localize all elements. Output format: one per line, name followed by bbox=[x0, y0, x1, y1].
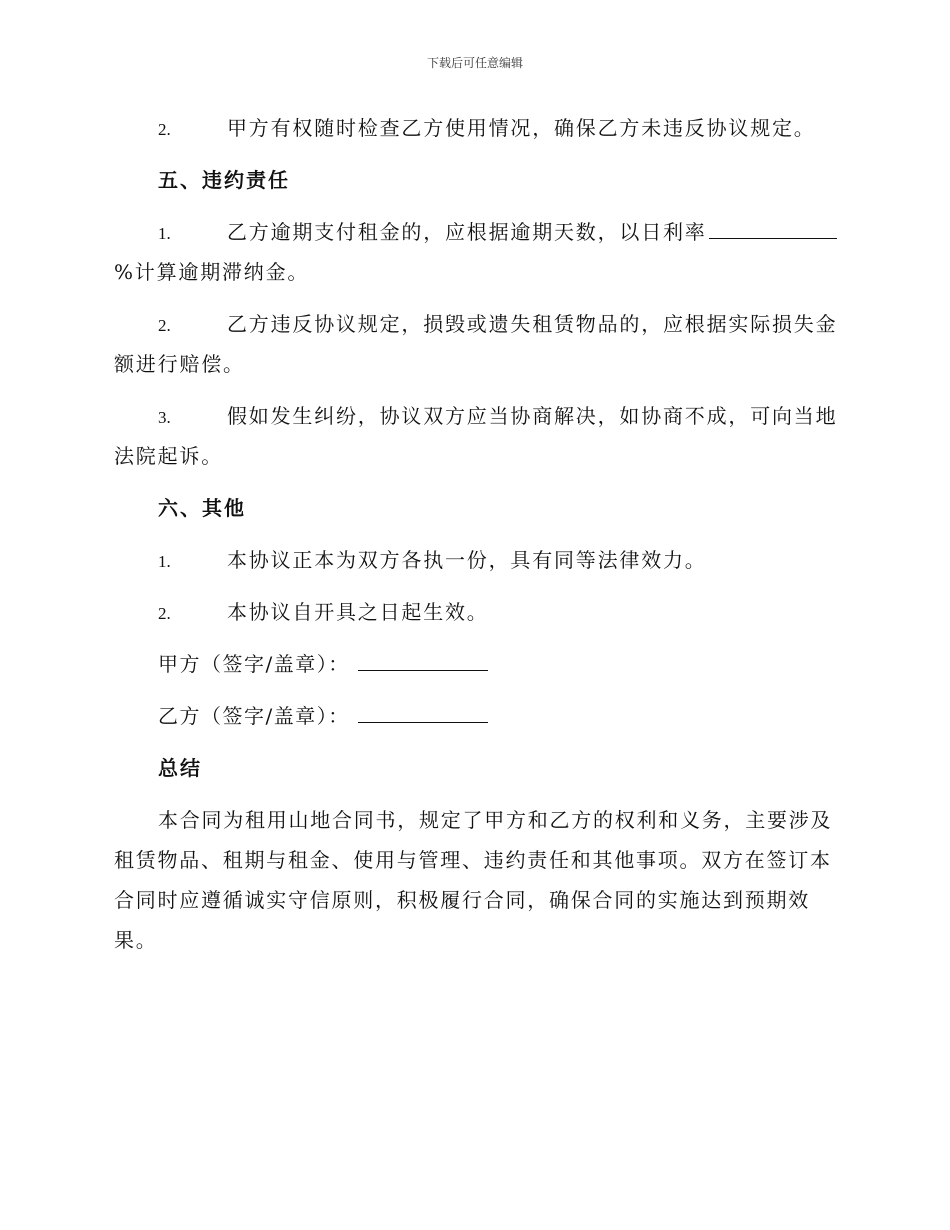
clause-number: 2. bbox=[158, 120, 171, 139]
clause-continuation: 法院起诉。 bbox=[114, 444, 223, 468]
section-heading-breach: 五、违约责任 bbox=[158, 168, 290, 192]
section-heading-other: 六、其他 bbox=[158, 496, 246, 520]
clause-text: 本协议正本为双方各执一份，具有同等法律效力。 bbox=[227, 548, 707, 572]
document-body bbox=[114, 108, 838, 960]
signature-party-b bbox=[114, 696, 834, 736]
clause-item bbox=[114, 304, 838, 344]
clause-text: 甲方有权随时检查乙方使用情况，确保乙方未违反协议规定。 bbox=[227, 116, 816, 140]
fill-in-blank bbox=[709, 212, 837, 239]
clause-continuation: 额进行赔偿。 bbox=[114, 352, 245, 376]
clause-number: 1. bbox=[158, 224, 171, 243]
clause-continuation: %计算逾期滞纳金。 bbox=[114, 260, 310, 284]
clause-text: 乙方逾期支付租金的，应根据逾期天数，以日利率 bbox=[227, 220, 707, 244]
signature-label: 甲方（签字/盖章）： bbox=[158, 652, 350, 676]
page-header: 下载后可任意编辑 bbox=[426, 56, 523, 70]
summary-line: 租赁物品、租期与租金、使用与管理、违约责任和其他事项。双方在签订本 bbox=[114, 848, 832, 872]
clause-item bbox=[114, 212, 834, 252]
clause-text: 乙方违反协议规定，损毁或遗失租赁物品的，应根据实际损失金 bbox=[227, 312, 838, 336]
clause-item bbox=[114, 592, 834, 632]
signature-blank bbox=[358, 696, 488, 723]
clause-number: 3. bbox=[158, 408, 171, 427]
signature-party-a bbox=[114, 644, 834, 684]
clause-item bbox=[114, 396, 838, 436]
clause-item bbox=[114, 108, 834, 148]
signature-blank bbox=[358, 644, 488, 671]
clause-item bbox=[114, 540, 834, 580]
signature-label: 乙方（签字/盖章）： bbox=[158, 704, 350, 728]
summary-line: 合同时应遵循诚实守信原则，积极履行合同，确保合同的实施达到预期效 bbox=[114, 888, 810, 912]
clause-text: 假如发生纠纷，协议双方应当协商解决，如协商不成，可向当地 bbox=[227, 404, 838, 428]
summary-line: 果。 bbox=[114, 928, 158, 952]
clause-number: 2. bbox=[158, 604, 171, 623]
section-heading-summary: 总结 bbox=[158, 756, 202, 780]
clause-number: 1. bbox=[158, 552, 171, 571]
clause-text: 本协议自开具之日起生效。 bbox=[227, 600, 489, 624]
summary-line: 本合同为租用山地合同书，规定了甲方和乙方的权利和义务，主要涉及 bbox=[158, 808, 833, 832]
clause-number: 2. bbox=[158, 316, 171, 335]
